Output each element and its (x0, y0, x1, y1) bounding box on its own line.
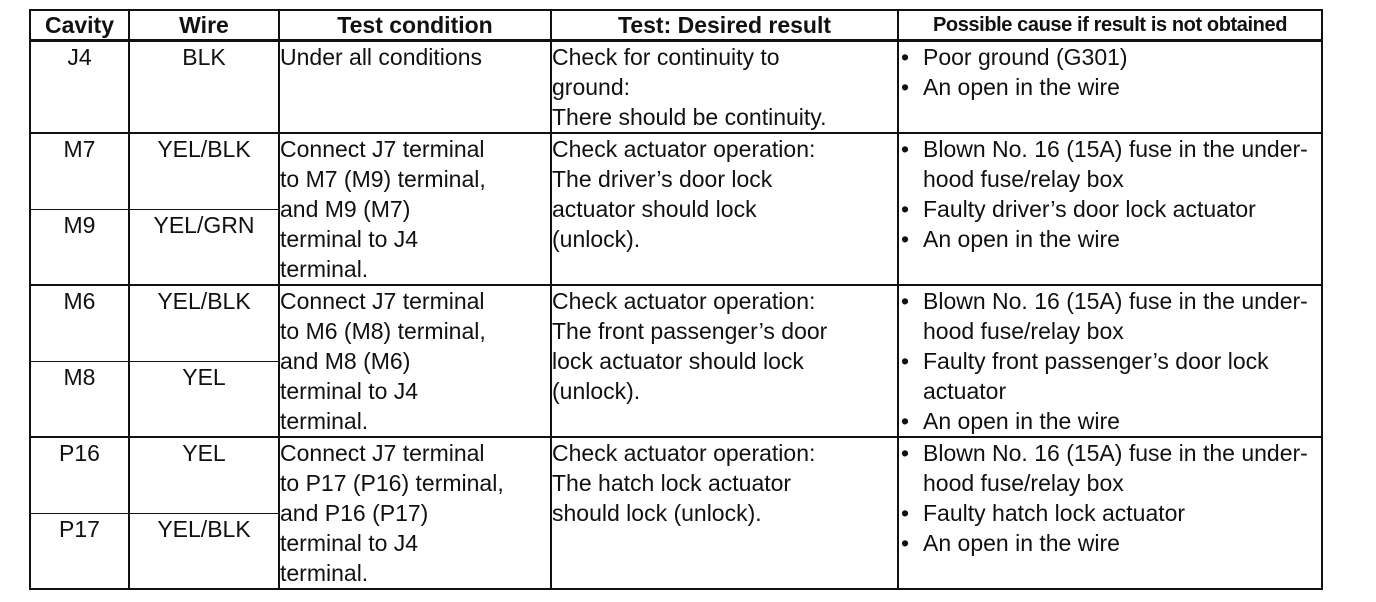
desired-result-cell (551, 285, 898, 437)
cavity-cell: J4 (30, 41, 129, 134)
troubleshooting-table (29, 9, 1323, 590)
cause-item: • An open in the wire (899, 224, 1321, 254)
header-wire: Wire (129, 10, 279, 41)
desired-result-cell (551, 133, 898, 285)
cause-item: • Faulty driver’s door lock actuator (899, 194, 1321, 224)
header-cavity: Cavity (30, 10, 129, 41)
desired-result-text: Check for continuity to ground: There should be continuity. (552, 44, 827, 130)
cavity-cell: M9 (30, 209, 129, 285)
cause-list (899, 438, 1321, 558)
test-condition-cell (279, 41, 551, 134)
cause-item: • An open in the wire (899, 406, 1321, 436)
cause-list (899, 286, 1321, 436)
cavity-cell: P16 (30, 437, 129, 513)
cause-item: • Poor ground (G301) (899, 42, 1321, 72)
test-condition-cell (279, 285, 551, 437)
cause-item: • Faulty hatch lock actuator (899, 498, 1321, 528)
wire-cell: YEL (129, 437, 279, 513)
cause-item: • Blown No. 16 (15A) fuse in the under-hood fuse/relay box (899, 134, 1321, 194)
cause-item: • Blown No. 16 (15A) fuse in the under-hood fuse/relay box (899, 286, 1321, 346)
possible-cause-cell (898, 41, 1322, 134)
cause-item: • Faulty front passenger’s door lock actuator (899, 346, 1321, 406)
desired-result-text: Check actuator operation: The front passenger’s door lock actuator should lock (unlock). (552, 288, 828, 404)
wire-cell: YEL/BLK (129, 513, 279, 589)
header-possible-cause: Possible cause if result is not obtained (898, 10, 1322, 41)
header-desired-result: Test: Desired result (551, 10, 898, 41)
wire-cell: YEL (129, 361, 279, 437)
cavity-cell: P17 (30, 513, 129, 589)
cavity-cell: M8 (30, 361, 129, 437)
cause-item: • Blown No. 16 (15A) fuse in the under-hood fuse/relay box (899, 438, 1321, 498)
wire-cell: YEL/GRN (129, 209, 279, 285)
test-condition-text: Connect J7 terminal to P17 (P16) terminal, and P16 (P17) terminal to J4 terminal. (280, 440, 504, 586)
cavity-cell: M7 (30, 133, 129, 209)
cause-list (899, 134, 1321, 254)
cavity-cell: M6 (30, 285, 129, 361)
possible-cause-cell (898, 133, 1322, 285)
desired-result-cell (551, 41, 898, 134)
test-condition-text: Connect J7 terminal to M7 (M9) terminal, and M9 (M7) terminal to J4 terminal. (280, 136, 486, 282)
wire-cell: YEL/BLK (129, 133, 279, 209)
desired-result-text: Check actuator operation: The hatch lock actuator should lock (unlock). (552, 440, 816, 526)
test-condition-cell (279, 133, 551, 285)
wire-cell: BLK (129, 41, 279, 134)
cause-list (899, 42, 1321, 102)
desired-result-text: Check actuator operation: The driver’s door lock actuator should lock (unlock). (552, 136, 816, 252)
header-test-condition: Test condition (279, 10, 551, 41)
header-row (30, 10, 1322, 41)
wire-cell: YEL/BLK (129, 285, 279, 361)
test-condition-text: Under all conditions (280, 44, 483, 70)
cause-item: • An open in the wire (899, 72, 1321, 102)
table-row (30, 437, 1322, 513)
desired-result-cell (551, 437, 898, 589)
table-row (30, 133, 1322, 209)
test-condition-cell (279, 437, 551, 589)
test-condition-text: Connect J7 terminal to M6 (M8) terminal, and M8 (M6) terminal to J4 terminal. (280, 288, 486, 434)
cause-item: • An open in the wire (899, 528, 1321, 558)
possible-cause-cell (898, 285, 1322, 437)
possible-cause-cell (898, 437, 1322, 589)
table-row (30, 41, 1322, 134)
table-row (30, 285, 1322, 361)
troubleshooting-table-page (29, 9, 1321, 586)
